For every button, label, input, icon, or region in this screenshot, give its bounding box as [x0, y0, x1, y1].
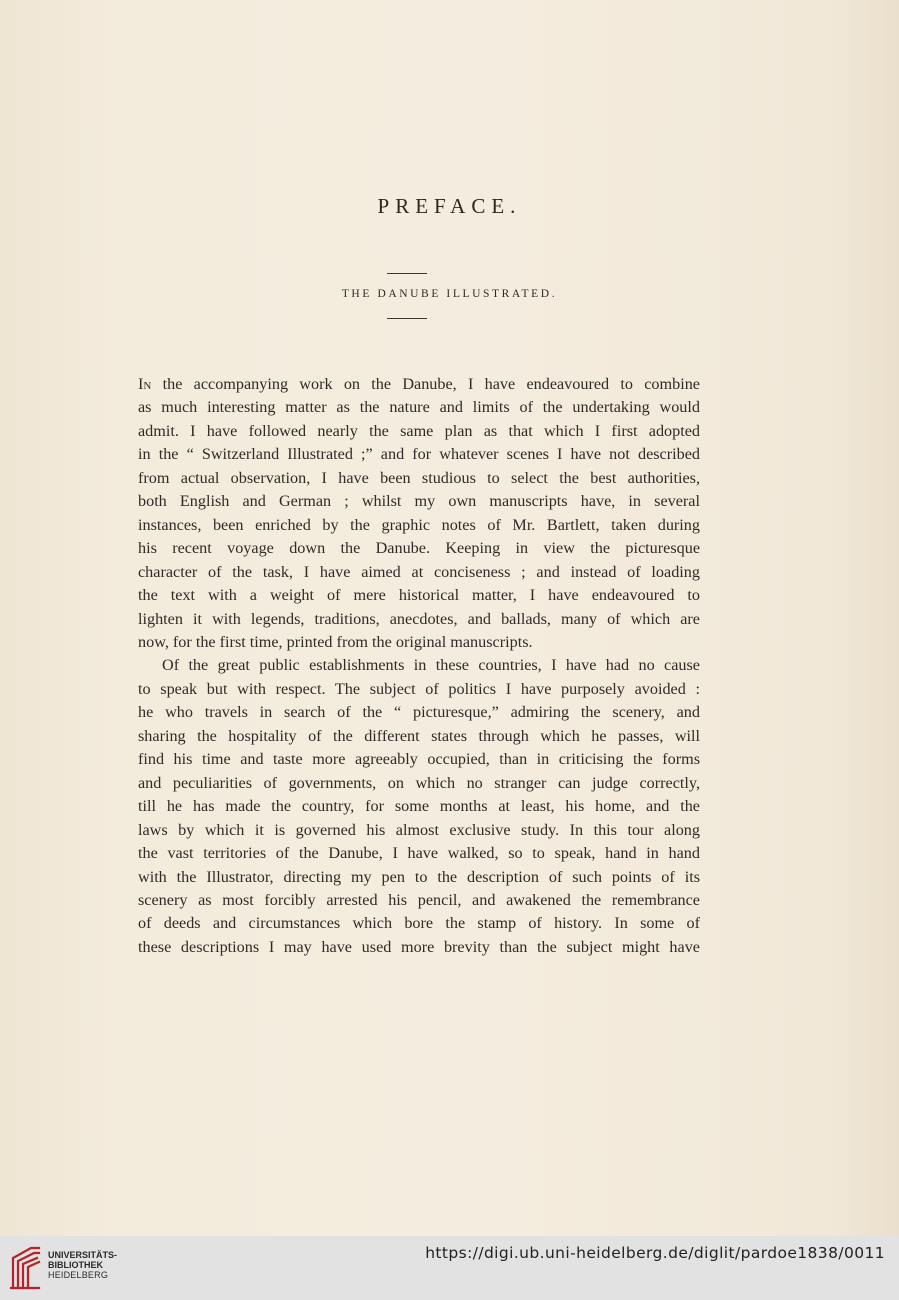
text-line: laws by which it is governed his almost exclusive study. In this tour along [138, 820, 700, 839]
text-line: to speak but with respect. The subject of politics I have purposely avoided : [138, 679, 700, 698]
text-line: and peculiarities of governments, on which no stranger can judge correctly, [138, 773, 700, 792]
top-divider [387, 273, 427, 274]
text-line: as much interesting matter as the nature and limits of the undertaking would [138, 398, 700, 417]
text-line: till he has made the country, for some months at least, his home, and the [138, 797, 700, 816]
text-line: Of the great public establishments in these countries, I have had no cause [162, 656, 700, 675]
text-line: lighten it with legends, traditions, anecdotes, and ballads, many of which are [138, 609, 700, 628]
text-line: with the Illustrator, directing my pen to the description of such points of its [138, 867, 700, 886]
text-line: admit. I have followed nearly the same plan as that which I first adopted [138, 421, 700, 440]
drop-word: In [138, 375, 152, 393]
logo-line-2: BIBLIOTHEK [48, 1260, 103, 1270]
permalink-url[interactable]: https://digi.ub.uni-heidelberg.de/diglit/pardoe1838/0011 [425, 1244, 885, 1262]
text-line: find his time and taste more agreeably occupied, than in criticising the forms [138, 750, 700, 769]
library-name[interactable] [48, 1250, 117, 1280]
text-line: the text with a weight of mere historical matter, I have endeavoured to [138, 586, 700, 605]
bottom-divider [387, 318, 427, 319]
page-subtitle: THE DANUBE ILLUSTRATED. [341, 288, 558, 300]
text-line: the vast territories of the Danube, I have walked, so to speak, hand in hand [138, 844, 700, 863]
text-line: scenery as most forcibly arrested his pencil, and awakened the remembrance [138, 890, 700, 909]
text-line: instances, been enriched by the graphic notes of Mr. Bartlett, taken during [138, 515, 700, 534]
text-line: these descriptions I may have used more brevity than the subject might have [138, 937, 700, 956]
logo-line-1: UNIVERSITÄTS- [48, 1250, 118, 1260]
text-line: character of the task, I have aimed at conciseness ; and instead of loading [138, 562, 700, 581]
text-line: from actual observation, I have been studious to select the best authorities, [138, 468, 700, 487]
page-heading: PREFACE. [377, 194, 522, 218]
preface-body [138, 373, 700, 959]
university-logo-icon[interactable] [9, 1244, 41, 1292]
text-line: sharing the hospitality of the different states through which he passes, will [138, 726, 700, 745]
text-line: he who travels in search of the “ picturesque,” admiring the scenery, and [138, 703, 700, 722]
text-line: in the “ Switzerland Illustrated ;” and for whatever scenes I have not described [138, 445, 700, 464]
text-line: both English and German ; whilst my own manuscripts have, in several [138, 492, 700, 511]
text-line: of deeds and circumstances which bore the stamp of history. In some of [138, 914, 700, 933]
logo-line-3: HEIDELBERG [48, 1270, 109, 1280]
text-line: his recent voyage down the Danube. Keeping in view the picturesque [138, 539, 700, 558]
text-line: In the accompanying work on the Danube, I have endeavoured to combine [138, 375, 700, 393]
text-line: now, for the first time, printed from the original manuscripts. [138, 632, 533, 651]
